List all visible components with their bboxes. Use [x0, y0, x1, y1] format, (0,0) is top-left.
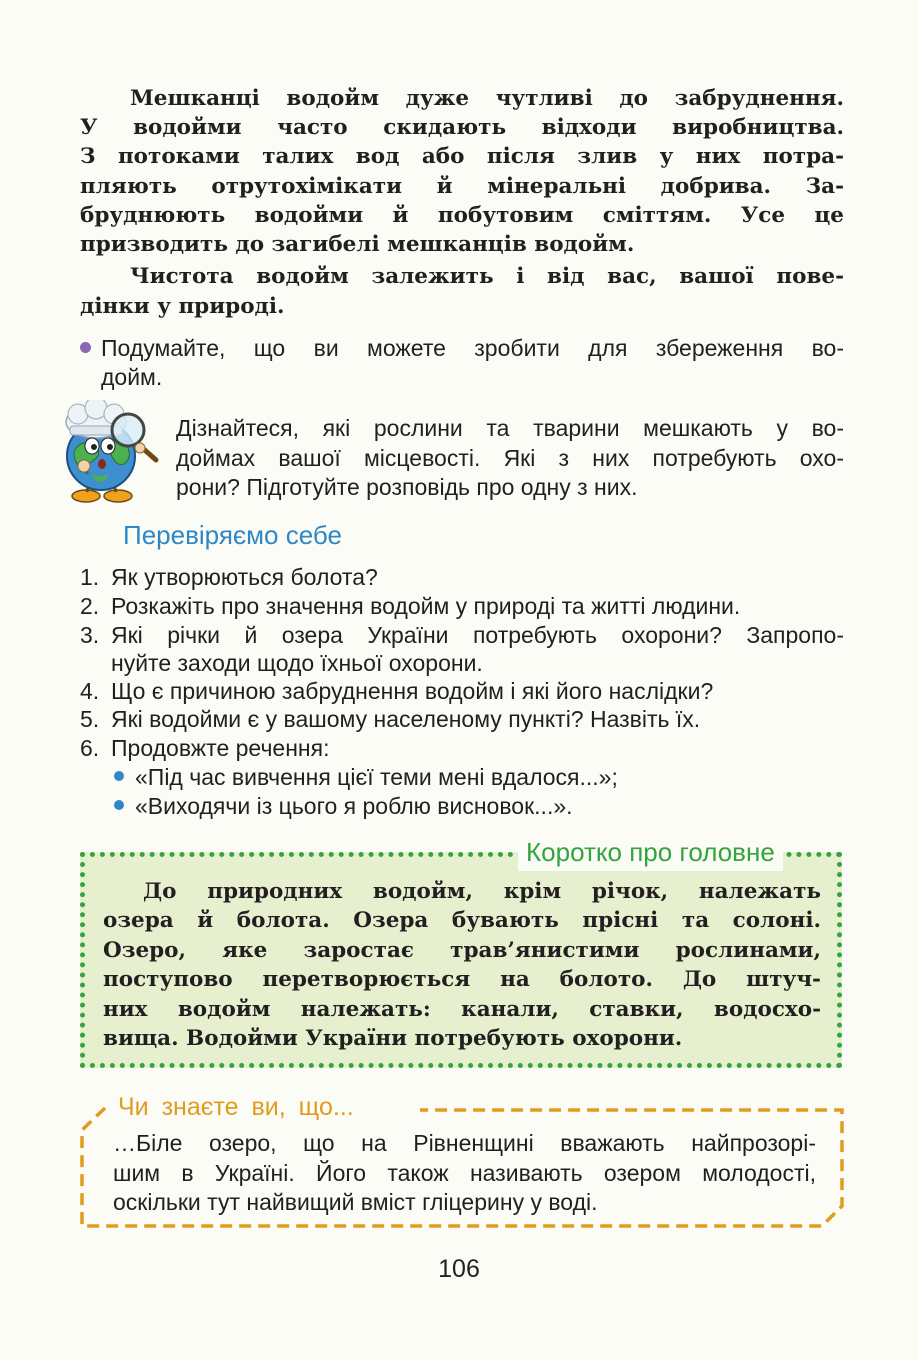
- summary-line: До природних водойм, крім річок, належать: [143, 879, 821, 904]
- question-text: Які річки й озера України потребують охорони? Запропо-: [111, 622, 844, 648]
- intro-line: З потоками талих вод або після злив у них потра-: [80, 144, 844, 169]
- explore-line: Дізнайтеся, які рослини та тварини мешкають у во-: [176, 415, 844, 441]
- fact-heading: Чи знаєте ви, що...: [112, 1090, 360, 1124]
- sub-bullet-text: «Виходячи із цього я роблю висновок...».: [135, 793, 573, 819]
- sub-bullet-text: «Під час вивчення цієї теми мені вдалося...»;: [135, 764, 618, 790]
- question-text: Які водойми є у вашому населеному пункті? Назвіть їх.: [111, 706, 701, 732]
- paragraph-line: дінки у природі.: [80, 294, 285, 319]
- question-text: нуйте заходи щодо їхньої охорони.: [111, 650, 483, 676]
- intro-line: призводить до загибелі мешканців водойм.: [80, 232, 635, 257]
- paragraph-line: Чистота водойм залежить і від вас, вашої пове-: [130, 264, 844, 289]
- intro-line: У водойми часто скидають відходи виробництва.: [80, 115, 844, 140]
- summary-line: поступово перетворюється на болото. До штуч-: [103, 967, 821, 992]
- question-text: Розкажіть про значення водойм у природі та житті людини.: [111, 593, 741, 619]
- fact-line: оскільки тут найвищий вміст гліцерину у воді.: [113, 1189, 598, 1215]
- think-line: Подумайте, що ви можете зробити для збереження во-: [101, 335, 844, 361]
- think-line: дойм.: [101, 364, 163, 390]
- intro-line: Мешканці водойм дуже чутливі до забруднення.: [130, 86, 844, 111]
- summary-heading: Коротко про головне: [518, 833, 783, 871]
- question-text: Продовжте речення:: [111, 735, 330, 761]
- summary-line: озера й болота. Озера бувають прісні та солоні.: [103, 908, 821, 933]
- question-number: 3.: [80, 622, 100, 648]
- summary-line: вища. Водойми України потребують охорони.: [103, 1026, 683, 1051]
- summary-line: Озеро, яке заростає трав’янистими рослинами,: [103, 938, 821, 963]
- question-text: Як утворюються болота?: [111, 564, 378, 590]
- fact-line: …Біле озеро, що на Рівненщині вважають найпрозорі-: [113, 1130, 816, 1156]
- check-yourself-heading: Перевіряємо себе: [123, 520, 342, 550]
- page-number: 106: [438, 1255, 480, 1283]
- summary-line: них водойм належать: канали, ставки, водосхо-: [103, 997, 821, 1022]
- intro-line: пляють отрутохімікати й мінеральні добрива. За-: [80, 174, 844, 199]
- question-number: 2.: [80, 593, 100, 619]
- question-number: 5.: [80, 706, 100, 732]
- explore-line: рони? Підготуйте розповідь про одну з них.: [176, 474, 638, 500]
- question-number: 6.: [80, 735, 100, 761]
- fact-line: шим в Україні. Його також називають озером молодості,: [113, 1160, 816, 1186]
- question-number: 1.: [80, 564, 100, 590]
- explore-line: доймах вашої місцевості. Які з них потребують охо-: [176, 445, 844, 471]
- question-number: 4.: [80, 678, 100, 704]
- question-text: Що є причиною забруднення водойм і які його наслідки?: [111, 678, 714, 704]
- intro-line: бруднюють водойми й побутовим сміттям. Усе це: [80, 203, 844, 228]
